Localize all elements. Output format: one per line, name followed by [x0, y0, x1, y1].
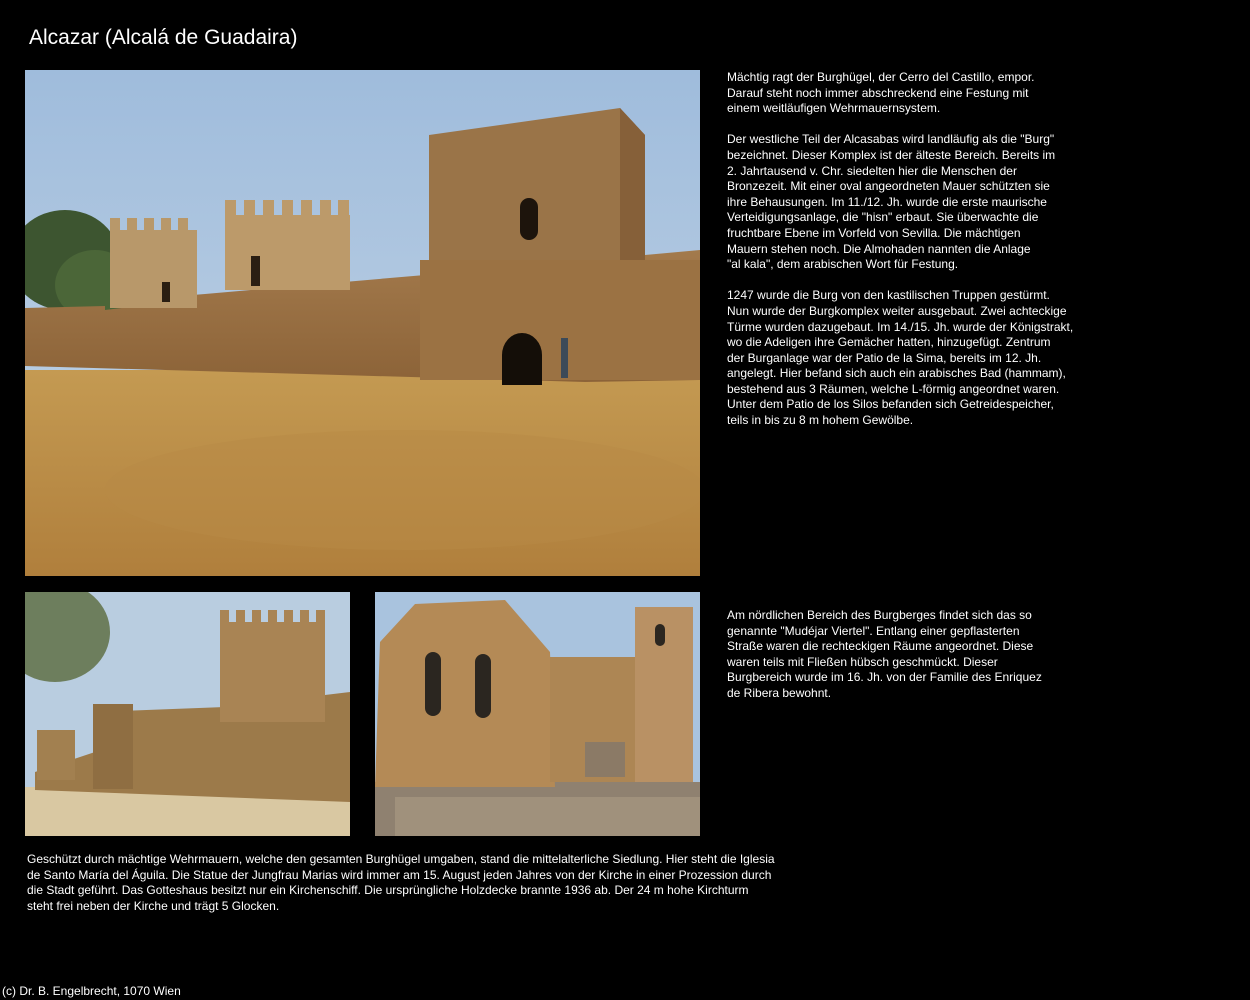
castle-paragraph-history: Der westliche Teil der Alcasabas wird landläufig als die "Burg" bezeichnet. Dieser Komplex ist der älteste Bereich. Bereits im 2. Jahrtausend v. Chr. siedelten hier die Menschen der Bronzezeit. Mit einer oval angeordneten Mauer schützten sie ihre Behausungen. Im 11./12. Jh. wurde die erste maurische Verteidigungsanlage, die "hisn" erbaut. Sie überwachte die fruchtbare Ebene im Vorfeld von Sevilla. Die mächtigen Mauern stehen noch. Die Almohaden nannten die Anlage "al kala", dem arabischen Wort für Festung. — [727, 132, 1056, 272]
church-description — [27, 852, 817, 914]
page-title: Alcazar (Alcalá de Guadaira) — [29, 26, 298, 49]
castle-description — [727, 70, 1097, 429]
castle-wall-photo — [25, 592, 350, 836]
castle-courtyard-photo — [25, 70, 700, 576]
copyright-notice: (c) Dr. B. Engelbrecht, 1070 Wien — [2, 984, 181, 998]
mudejar-paragraph: Am nördlichen Bereich des Burgberges findet sich das so genannte "Mudéjar Viertel". Entlang einer gepflasterten Straße waren die rechteckigen Räume angeordnet. Diese waren teils mit Fließen hübsch geschmückt. Dieser Burgbereich wurde im 16. Jh. von der Familie des Enriquez de Ribera bewohnt. — [727, 608, 1042, 700]
castle-paragraph-castilian: 1247 wurde die Burg von den kastilischen Truppen gestürmt. Nun wurde der Burgkomplex weiter ausgebaut. Zwei achteckige Türme wurden dazugebaut. Im 14./15. Jh. wurde der Königstrakt, wo die Adeligen ihre Gemächer hatten, hinzugefügt. Zentrum der Burganlage war der Patio de la Sima, bereits im 12. Jh. angelegt. Hier befand sich auch ein arabisches Bad (hammam), bestehend aus 3 Räumen, welche L-förmig angeordnet waren. Unter dem Patio de los Silos befanden sich Getreidespeicher, teils in bis zu 8 m hohem Gewölbe. — [727, 288, 1074, 428]
church-photo — [375, 592, 700, 836]
castle-paragraph-intro: Mächtig ragt der Burghügel, der Cerro del Castillo, empor. Darauf steht noch immer abschreckend eine Festung mit einem weitläufigen Wehrmauernsystem. — [727, 70, 1035, 116]
church-paragraph: Geschützt durch mächtige Wehrmauern, welche den gesamten Burghügel umgaben, stand die mittelalterliche Siedlung. Hier steht die Iglesia de Santo María del Águila. Die Statue der Jungfrau Marias wird immer am 15. August jeden Jahres von der Kirche in einer Prozession durch die Stadt geführt. Das Gotteshaus besitzt nur ein Kirchenschiff. Die ursprüngliche Holzdecke brannte 1936 ab. Der 24 m hohe Kirchturm steht frei neben der Kirche und trägt 5 Glocken. — [27, 852, 775, 913]
mudejar-description — [727, 608, 1097, 702]
